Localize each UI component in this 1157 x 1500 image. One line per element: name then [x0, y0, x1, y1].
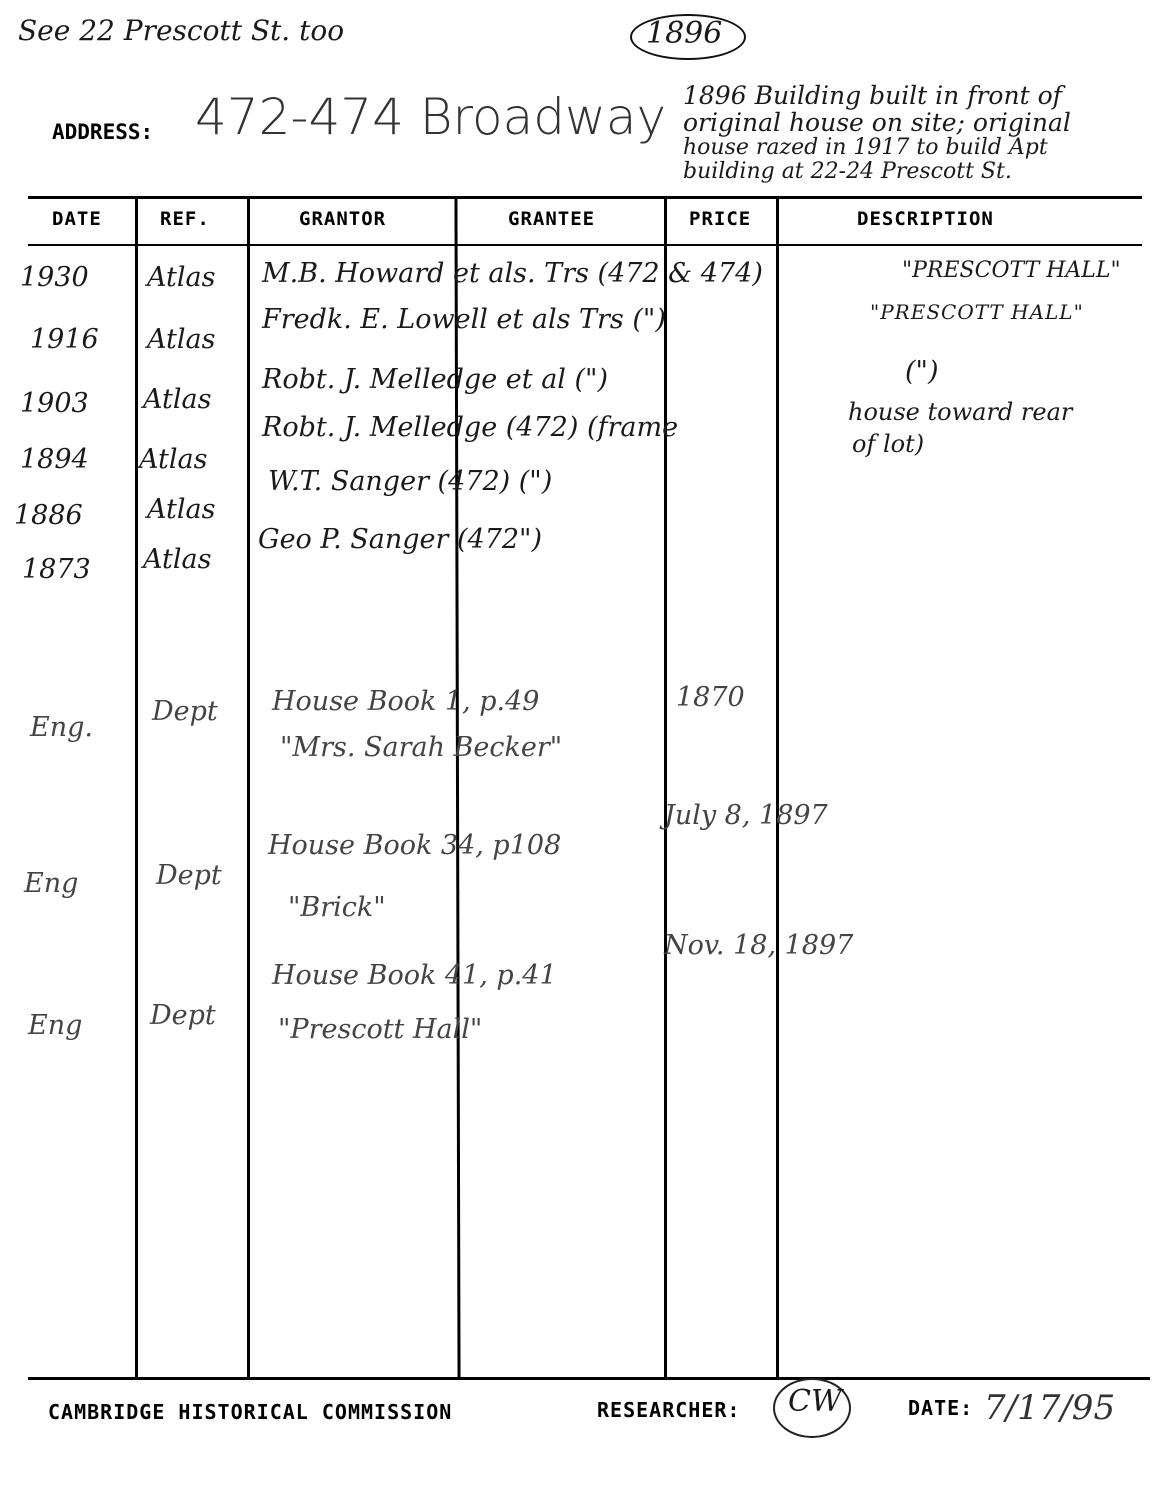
row-grantor: House Book 41, p.41	[272, 960, 557, 991]
row-ref: Atlas	[143, 544, 212, 575]
row-ref: Dept	[152, 696, 218, 727]
row-price: July 8, 1897	[664, 800, 828, 831]
column-header-date: DATE	[52, 208, 102, 230]
column-divider	[664, 198, 667, 1378]
address-label: ADDRESS:	[52, 120, 154, 144]
row-date: 1894	[20, 444, 89, 475]
row-grantor: Robt. J. Melledge (472) (frame	[262, 412, 679, 443]
row-grantor-note: "Brick"	[288, 892, 386, 923]
row-price: Nov. 18, 1897	[664, 930, 854, 961]
row-description: of lot)	[852, 430, 925, 458]
column-divider	[247, 198, 250, 1378]
row-grantor: W.T. Sanger (472) (")	[268, 466, 553, 497]
side-note-line: original house on site; original	[683, 108, 1071, 137]
row-ref: Atlas	[139, 444, 208, 475]
see-also-note: See 22 Prescott St. too	[18, 14, 345, 47]
table-bottom-rule	[28, 1377, 1150, 1380]
side-note-line: house razed in 1917 to build Apt	[683, 135, 1048, 160]
row-date: 1903	[20, 388, 89, 419]
row-date: 1873	[22, 554, 91, 585]
side-note-line: 1896 Building built in front of	[683, 81, 1062, 110]
column-header-price: PRICE	[689, 208, 752, 230]
row-grantor-note: "Mrs. Sarah Becker"	[280, 732, 563, 763]
address-value: 472-474 Broadway	[195, 88, 667, 146]
row-grantor-note: "Prescott Hall"	[278, 1014, 483, 1045]
side-note	[683, 82, 1071, 184]
row-price: 1870	[676, 682, 745, 713]
row-date: 1916	[30, 324, 99, 355]
column-header-grantee: GRANTEE	[508, 208, 596, 230]
row-date: 1930	[20, 262, 89, 293]
row-description: house toward rear	[848, 398, 1073, 426]
row-date: 1886	[14, 500, 83, 531]
row-ref: Atlas	[143, 384, 212, 415]
column-header-ref: REF.	[160, 208, 210, 230]
row-grantor: Fredk. E. Lowell et als Trs (")	[262, 304, 666, 335]
row-date: Eng	[28, 1010, 83, 1041]
row-grantor: Geo P. Sanger (472")	[258, 524, 543, 555]
table-top-rule	[28, 196, 1142, 199]
row-grantor: House Book 34, p108	[268, 830, 562, 861]
commission-name: CAMBRIDGE HISTORICAL COMMISSION	[48, 1400, 453, 1424]
year-circled: 1896	[646, 16, 723, 51]
row-grantor: House Book 1, p.49	[272, 686, 540, 717]
row-ref: Dept	[150, 1000, 216, 1031]
side-note-line: building at 22-24 Prescott St.	[683, 159, 1012, 184]
researcher-label: RESEARCHER:	[597, 1398, 741, 1422]
column-header-description: DESCRIPTION	[857, 208, 994, 230]
column-header-grantor: GRANTOR	[299, 208, 387, 230]
column-divider	[776, 198, 779, 1378]
row-description: "PRESCOTT HALL"	[902, 258, 1121, 283]
row-ref: Atlas	[147, 262, 216, 293]
date-value: 7/17/95	[984, 1388, 1116, 1428]
row-ref: Atlas	[147, 494, 216, 525]
row-grantor: Robt. J. Melledge et al (")	[262, 364, 608, 395]
row-grantor: M.B. Howard et als. Trs (472 & 474)	[262, 258, 763, 289]
date-label: DATE:	[908, 1396, 974, 1420]
row-description: "PRESCOTT HALL"	[870, 300, 1084, 324]
row-description: (")	[905, 356, 939, 387]
researcher-initials: CW	[788, 1384, 842, 1419]
row-ref: Atlas	[147, 324, 216, 355]
row-ref: Dept	[156, 860, 222, 891]
column-divider	[135, 198, 138, 1378]
row-date: Eng	[24, 868, 79, 899]
row-date: Eng.	[30, 712, 93, 743]
table-header-rule	[28, 244, 1142, 246]
